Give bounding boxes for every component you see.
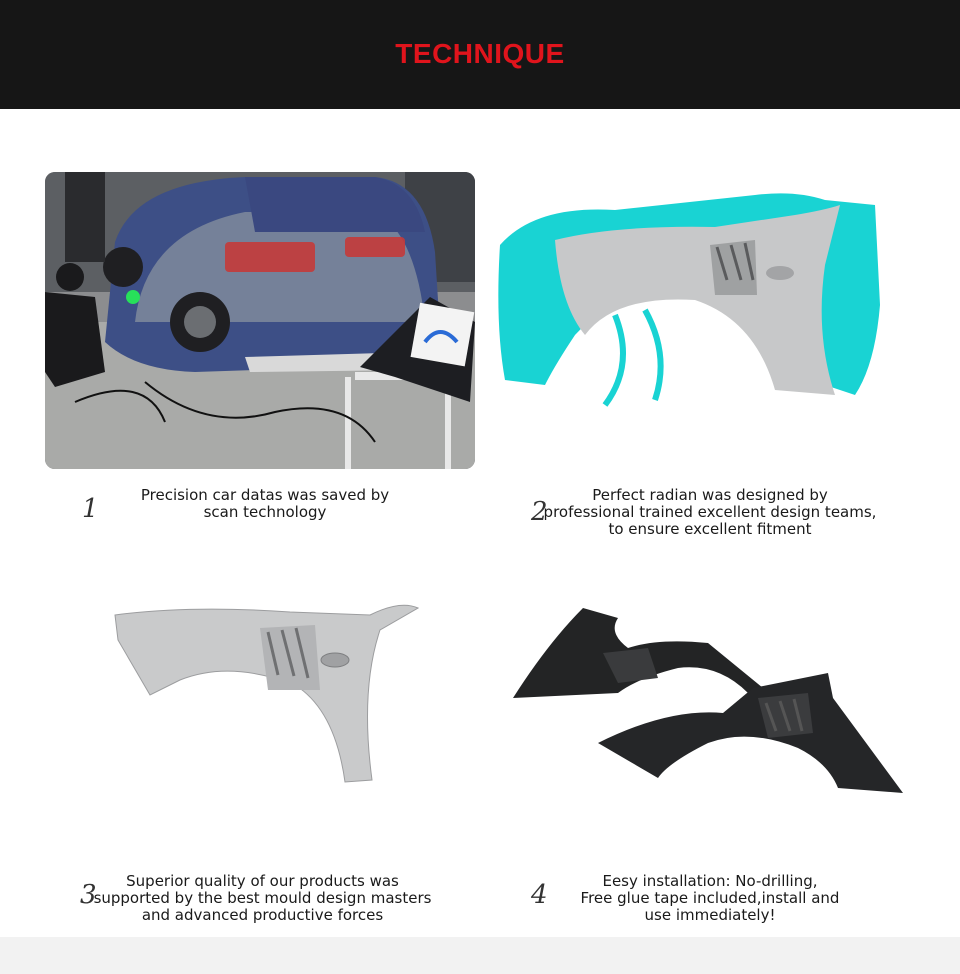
step-1-number: 1	[82, 494, 99, 524]
step-4-number: 4	[531, 880, 548, 910]
footer-band	[0, 937, 960, 974]
carbon-fenders	[508, 603, 908, 803]
step-3-number: 3	[80, 880, 97, 910]
step-3-caption	[90, 873, 435, 924]
step-2-number: 2	[531, 497, 548, 527]
step-4-caption	[560, 873, 860, 924]
gray-fender	[110, 600, 420, 785]
design-render	[495, 185, 890, 415]
step-3-caption-text: Superior quality of our products was supported by the best mould design masters and advanced productive forces	[93, 872, 432, 924]
step-1-caption-text: Precision car datas was saved by scan technology	[140, 486, 390, 521]
header-bar	[0, 0, 960, 109]
page-title: TECHNIQUE	[395, 38, 565, 69]
step-2-caption-text: Perfect radian was designed by professional trained excellent design teams, to ensure excellent fitment	[543, 486, 877, 538]
step-4-caption-text: Eesy installation: No-drilling, Free glue tape included,install and use immediately!	[580, 872, 840, 924]
step-2-caption	[535, 487, 885, 538]
step-1-caption	[110, 487, 420, 521]
scan-photo	[45, 172, 475, 469]
